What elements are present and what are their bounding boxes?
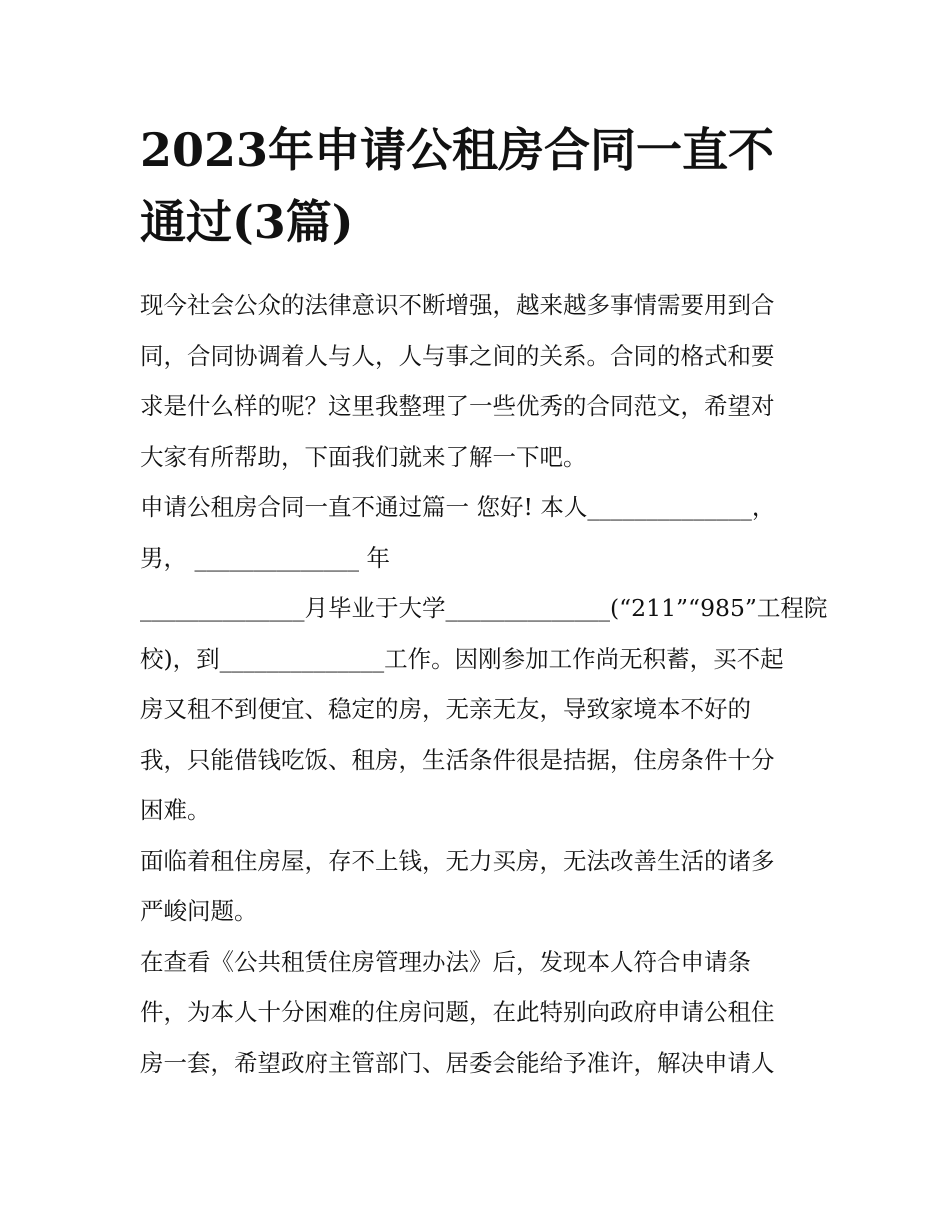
body-line: 房又租不到便宜、稳定的房，无亲无友，导致家境本不好的: [140, 695, 751, 723]
body-line: ______________月毕业于大学______________(“211”“985”工程院: [140, 594, 828, 622]
body-line: 在查看《公共租赁住房管理办法》后，发现本人符合申请条: [140, 947, 751, 976]
body-line: 我，只能借钱吃饭、租房，生活条件很是拮据，住房条件十分: [140, 745, 775, 774]
body-line: 件，为本人十分困难的住房问题，在此特别向政府申请公租住: [140, 998, 775, 1026]
title-line: 2023年申请公租房合同一直不: [140, 123, 775, 177]
body-line: 男， ______________ 年: [140, 543, 390, 572]
body-line: 面临着租住房屋，存不上钱，无力买房，无法改善生活的诸多: [140, 846, 775, 875]
body-line: 现今社会公众的法律意识不断增强，越来越多事情需要用到合: [140, 291, 775, 319]
body-line: 大家有所帮助，下面我们就来了解一下吧。: [140, 442, 587, 471]
body-line: 申请公租房合同一直不通过篇一 您好! 本人______________，: [140, 493, 776, 521]
body-line: 同，合同协调着人与人，人与事之间的关系。合同的格式和要: [140, 341, 775, 370]
document-body: [140, 280, 828, 1088]
title-line: 通过(3篇): [140, 195, 354, 249]
body-line: 校)，到______________工作。因刚参加工作尚无积蓄，买不起: [140, 644, 784, 673]
body-line: 困难。: [140, 796, 211, 824]
body-line: 房一套，希望政府主管部门、居委会能给予准许，解决申请人: [140, 1048, 775, 1077]
body-line: 严峻问题。: [140, 897, 258, 925]
body-line: 求是什么样的呢？这里我整理了一些优秀的合同范文，希望对: [140, 392, 775, 420]
document-title: [140, 114, 820, 258]
